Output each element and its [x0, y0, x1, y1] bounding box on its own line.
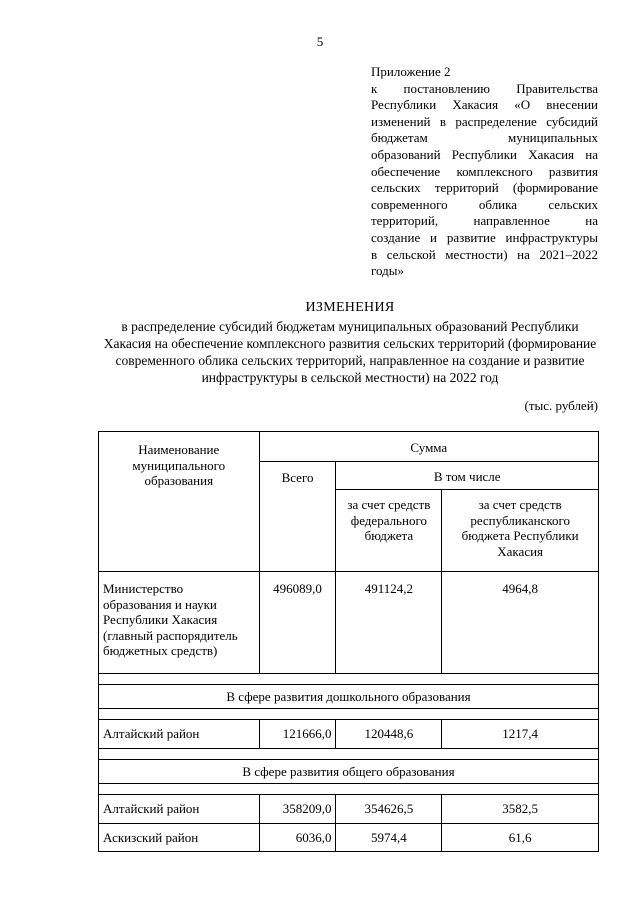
table-row	[99, 720, 599, 749]
appendix-line: образований Республики Хакасия на	[371, 146, 598, 162]
appendix-line: годы»	[371, 263, 404, 279]
row-name: Алтайский район	[99, 795, 260, 824]
document-subtitle: в распределение субсидий бюджетам муниципальных образований Республики Хакасия на обеспечение комплексного развития сельских территорий (формирование современного облика сельских территорий, направленное на создание и развитие инфраструктуры в сельской местности) на 2022 год	[103, 319, 597, 385]
appendix-line: Республики Хакасия «О внесении	[371, 97, 598, 113]
table-row	[99, 823, 599, 852]
ministry-republic: 4964,8	[442, 572, 599, 674]
appendix-line: территорий, направленное на	[371, 213, 598, 229]
header-including: В том числе	[336, 461, 599, 490]
ministry-total: 496089,0	[259, 572, 336, 674]
row-federal: 354626,5	[336, 795, 442, 824]
table-row	[99, 795, 599, 824]
appendix-line: в сельской местности) на 2021–2022	[371, 246, 598, 262]
row-republic: 61,6	[442, 823, 599, 852]
row-total: 121666,0	[259, 720, 336, 749]
units-label: (тыс. рублей)	[524, 398, 598, 413]
document-title: ИЗМЕНЕНИЯ	[305, 300, 395, 315]
row-name: Алтайский район	[99, 720, 260, 749]
appendix-line: к постановлению Правительства	[371, 80, 598, 96]
header-sum: Сумма	[259, 432, 598, 462]
row-name: Аскизский район	[99, 823, 260, 852]
header-name: Наименование муниципального образования	[99, 432, 260, 572]
appendix-line: современного облика сельских	[371, 196, 598, 212]
subsidy-table	[98, 431, 599, 852]
page-number: 5	[316, 34, 324, 49]
appendix-heading: Приложение 2	[371, 64, 451, 79]
section-header	[99, 684, 599, 709]
section-title: В сфере развития дошкольного образования	[99, 684, 599, 709]
section-title: В сфере развития общего образования	[99, 759, 599, 784]
row-total: 6036,0	[259, 823, 336, 852]
appendix-block	[371, 64, 598, 280]
appendix-line: сельских территорий (формирование	[371, 180, 598, 196]
header-federal: за счет средств федерального бюджета	[336, 490, 442, 572]
row-republic: 3582,5	[442, 795, 599, 824]
ministry-row	[99, 572, 599, 674]
row-republic: 1217,4	[442, 720, 599, 749]
ministry-federal: 491124,2	[336, 572, 442, 674]
row-federal: 5974,4	[336, 823, 442, 852]
ministry-name: Министерство образования и науки Республики Хакасия (главный распорядитель бюджетных средств)	[99, 572, 260, 674]
appendix-line: бюджетам муниципальных	[371, 130, 598, 146]
row-total: 358209,0	[259, 795, 336, 824]
section-header	[99, 759, 599, 784]
header-total: Всего	[259, 461, 336, 572]
appendix-line: обеспечение комплексного развития	[371, 163, 598, 179]
appendix-line: создание и развитие инфраструктуры	[371, 229, 598, 245]
row-federal: 120448,6	[336, 720, 442, 749]
appendix-line: изменений в распределение субсидий	[371, 113, 598, 129]
header-republic: за счет средств республиканского бюджета Республики Хакасия	[442, 490, 599, 572]
